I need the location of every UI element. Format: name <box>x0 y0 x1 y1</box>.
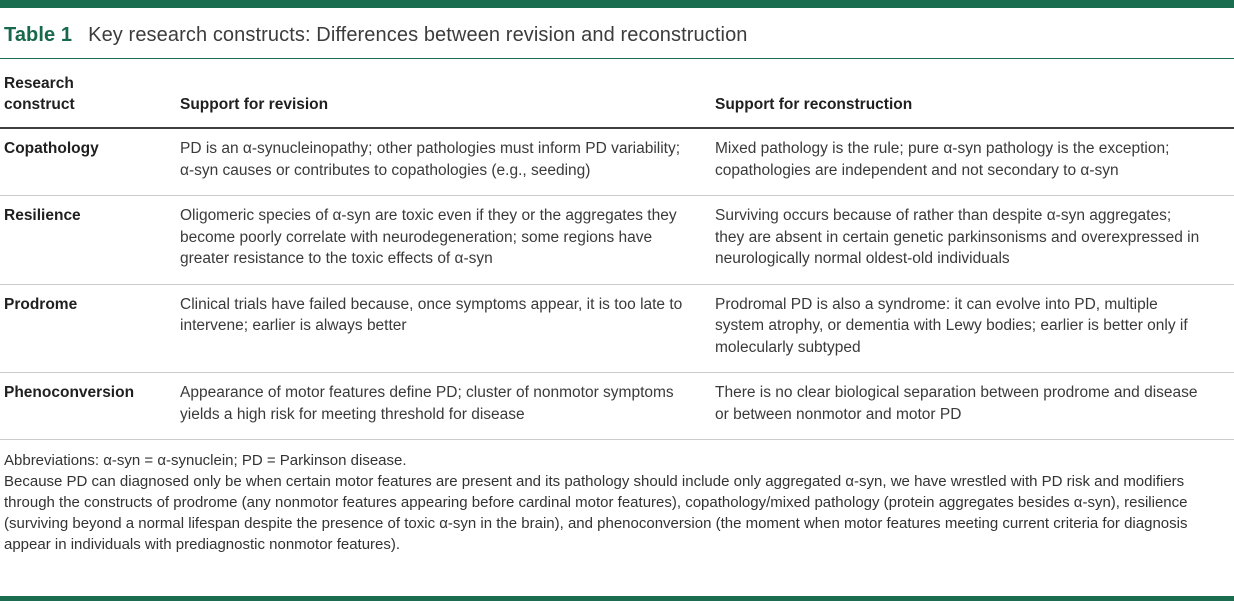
table-title-row <box>0 8 1234 58</box>
bottom-rule-bar <box>0 596 1234 601</box>
top-rule-bar <box>0 0 1234 8</box>
revision-cell: Clinical trials have failed because, once symptoms appear, it is too late to intervene; earlier is always better <box>180 295 683 334</box>
bottom-spacer <box>0 555 1234 596</box>
table-footnotes <box>0 440 1234 555</box>
reconstruction-cell: Prodromal PD is also a syndrome: it can evolve into PD, multiple system atrophy, or dementia with Lewy bodies; earlier is better only if molecularly subtyped <box>715 295 1188 356</box>
column-header-research-construct: Research construct <box>4 75 75 113</box>
footnote-text: Because PD can diagnosed only be when certain motor features are present and its pathology should include only aggregated α-syn, we have wrestled with PD risk and modifiers through the constructs of prodrome (any nonmotor features appearing before cardinal motor features), copathology/mixed pathology (protein aggregates besides α-syn), resilience (surviving beyond a normal lifespan despite the presence of toxic α-syn in the brain), and phenoconversion (the moment when motor features meeting current criteria for diagnosis appear in individuals with prediagnostic nonmotor features). <box>4 473 1188 553</box>
abbreviations-line: Abbreviations: α-syn = α-synuclein; PD = Parkinson disease. <box>4 452 407 469</box>
table-row-copathology <box>0 129 1234 196</box>
reconstruction-cell: Surviving occurs because of rather than despite α-syn aggregates; they are absent in certain genetic parkinsonisms and overexpressed in neurologically normal oldest-old individuals <box>715 207 1200 267</box>
reconstruction-cell: There is no clear biological separation between prodrome and disease or between nonmotor and motor PD <box>715 384 1198 423</box>
table-header-row <box>0 59 1234 129</box>
reconstruction-cell: Mixed pathology is the rule; pure α-syn pathology is the exception; copathologies are independent and not secondary to α-syn <box>715 140 1170 179</box>
table-number-label: Table 1 <box>4 24 73 46</box>
table-row-phenoconversion <box>0 373 1234 440</box>
revision-cell: Oligomeric species of α-syn are toxic even if they or the aggregates they become poorly correlate with neurodegeneration; some regions have greater resistance to the toxic effects of α-syn <box>180 207 677 267</box>
revision-cell: PD is an α-synucleinopathy; other pathologies must inform PD variability; α-syn causes or contributes to copathologies (e.g., seeding) <box>180 140 681 179</box>
column-header-support-revision: Support for revision <box>180 96 329 113</box>
construct-cell: Resilience <box>4 207 81 224</box>
column-header-support-reconstruction: Support for reconstruction <box>715 96 913 113</box>
construct-cell: Prodrome <box>4 295 78 313</box>
table-row-prodrome <box>0 285 1234 374</box>
table-row-resilience <box>0 196 1234 285</box>
revision-cell: Appearance of motor features define PD; cluster of nonmotor symptoms yields a high risk for meeting threshold for disease <box>180 384 674 423</box>
construct-cell: Copathology <box>4 140 99 157</box>
table-caption: Key research constructs: Differences between revision and reconstruction <box>88 24 748 46</box>
construct-cell: Phenoconversion <box>4 384 135 401</box>
